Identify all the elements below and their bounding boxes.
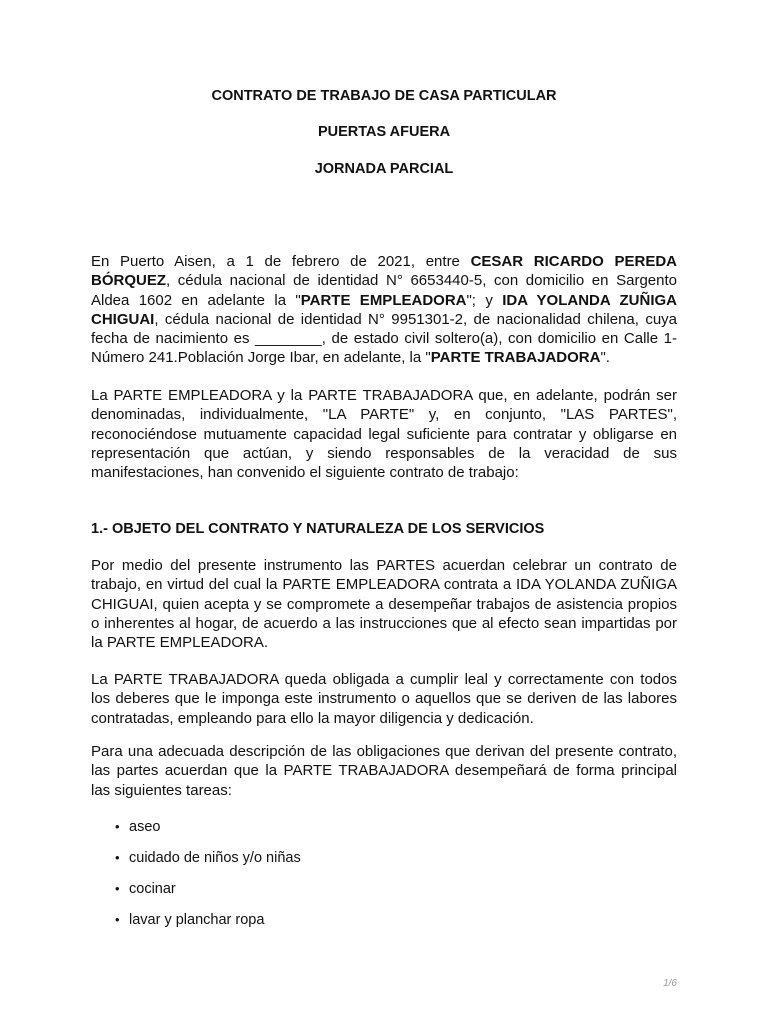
list-item	[115, 910, 655, 941]
section-1-paragraph-3: Para una adecuada descripción de las obligaciones que derivan del presente contrato, las partes acuerdan que la PARTE TRABAJADORA desempeñará de forma principal las siguientes tareas:	[91, 743, 677, 799]
bullet-icon: •	[115, 912, 120, 927]
list-item	[115, 879, 655, 910]
list-item	[115, 848, 655, 879]
list-item	[115, 817, 655, 848]
section-1-paragraph-1: Por medio del presente instrumento las PARTES acuerdan celebrar un contrato de trabajo, en virtud del cual la PARTE EMPLEADORA contrata a IDA YOLANDA ZUÑIGA CHIGUAI, quien acepta y se compromete a desempeñar trabajos de asistencia propios o inherentes al hogar, de acuerdo a las instrucciones que al efecto sean impartidas por la PARTE EMPLEADORA.	[91, 557, 677, 652]
bullet-icon: •	[115, 881, 120, 896]
employer-party-label: PARTE EMPLEADORA	[300, 291, 467, 309]
worker-party-label: PARTE TRABAJADORA	[430, 349, 601, 367]
intro-text-2: , cédula nacional de identidad N° 6653440-5, con domicilio en Sargento Aldea 1602 en adelante la "	[91, 272, 677, 309]
page-number: 1/6	[663, 978, 677, 989]
employer-name: CESAR RICARDO PEREDA BÓRQUEZ	[91, 253, 677, 290]
bullet-icon: •	[115, 819, 120, 834]
intro-text-4: , cédula nacional de identidad N° 9951301-2, de nacionalidad chilena, cuya fecha de nacimiento es ________, de estado civil soltero(a), con domicilio en Calle 1-Número 241.Población Jorge Ibar, en adelante, la "	[91, 310, 677, 367]
document-title: CONTRATO DE TRABAJO DE CASA PARTICULAR	[211, 88, 557, 104]
section-1-paragraph-2: La PARTE TRABAJADORA queda obligada a cumplir leal y correctamente con todos los deberes que le imponga este instrumento o aquellos que se deriven de las labores contratadas, empleando para ello la mayor diligencia y dedicación.	[91, 671, 677, 727]
intro-paragraph	[91, 252, 677, 368]
task-label: cocinar	[129, 881, 176, 897]
task-list	[115, 817, 655, 941]
intro-text-5: ".	[600, 349, 610, 367]
intro-text-3: "; y	[466, 291, 503, 309]
task-label: aseo	[129, 819, 161, 835]
parties-paragraph: La PARTE EMPLEADORA y la PARTE TRABAJADORA que, en adelante, podrán ser denominadas, individualmente, "LA PARTE" y, en conjunto, "LAS PARTES", reconociéndose mutuamente capacidad legal suficiente para contratar y obligarse en representación que actúan, y siendo responsables de la veracidad de sus manifestaciones, han convenido el siguiente contrato de trabajo:	[91, 387, 677, 482]
bullet-icon: •	[115, 850, 120, 865]
intro-text-1: En Puerto Aisen, a 1 de febrero de 2021, entre	[91, 253, 471, 270]
task-label: lavar y planchar ropa	[129, 912, 265, 928]
document-subtitle-schedule: JORNADA PARCIAL	[314, 161, 454, 177]
task-label: cuidado de niños y/o niñas	[129, 850, 301, 866]
worker-name: IDA YOLANDA ZUÑIGA CHIGUAI	[91, 291, 677, 328]
document-subtitle: PUERTAS AFUERA	[317, 124, 451, 140]
section-1-heading: 1.- OBJETO DEL CONTRATO Y NATURALEZA DE LOS SERVICIOS	[91, 521, 545, 537]
